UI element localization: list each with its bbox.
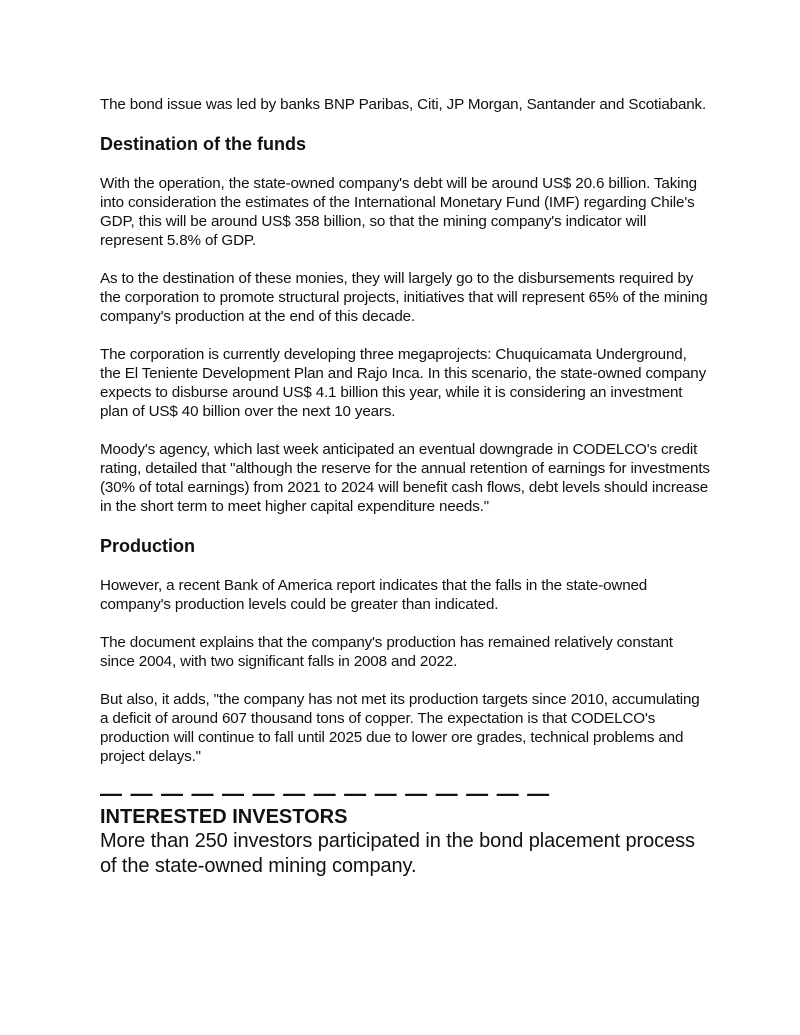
section-destination-of-funds [100, 133, 710, 516]
paragraph: The corporation is currently developing three megaprojects: Chuquicamata Underground, the El Teniente Development Plan and Rajo Inca. In this scenario, the state-owned company expects to disburse around US$ 4.1 billion this year, while it is considering an investment plan of US$ 40 billion over the next 10 years. [100, 346, 707, 420]
sidebox-title: INTERESTED INVESTORS [100, 806, 348, 828]
paragraph: But also, it adds, "the company has not met its production targets since 2010, accumulating a deficit of around 607 thousand tons of copper. The expectation is that CODELCO's production will continue to fall until 2025 due to lower ore grades, technical problems and project delays." [100, 691, 700, 765]
sidebox-interested-investors [100, 805, 710, 879]
paragraph: As to the destination of these monies, they will largely go to the disbursements required by the corporation to promote structural projects, initiatives that will represent 65% of the mining company's production at the end of this decade. [100, 270, 708, 325]
section-heading: Destination of the funds [100, 134, 306, 154]
paragraph: With the operation, the state-owned company's debt will be around US$ 20.6 billion. Taking into consideration the estimates of the International Monetary Fund (IMF) regarding Chile's GDP, this will be around US$ 358 billion, so that the mining company's indicator will represent 5.8% of GDP. [100, 175, 697, 249]
dashed-separator: — — — — — — — — — — — — — — — [100, 781, 551, 806]
section-production [100, 535, 710, 766]
paragraph: The document explains that the company's production has remained relatively constant since 2004, with two significant falls in 2008 and 2022. [100, 634, 673, 670]
section-heading: Production [100, 536, 195, 556]
intro-paragraph: The bond issue was led by banks BNP Paribas, Citi, JP Morgan, Santander and Scotiabank. [100, 96, 707, 113]
paragraph: However, a recent Bank of America report indicates that the falls in the state-owned company's production levels could be greater than indicated. [100, 577, 648, 613]
document-page [100, 95, 710, 879]
sidebox-text: More than 250 investors participated in the bond placement process of the state-owned mining company. [100, 830, 695, 877]
paragraph: Moody's agency, which last week anticipated an eventual downgrade in CODELCO's credit rating, detailed that "although the reserve for the annual retention of earnings for investments (30% of total earnings) from 2021 to 2024 will benefit cash flows, debt levels should increase in the short term to meet higher capital expenditure needs." [100, 441, 710, 515]
